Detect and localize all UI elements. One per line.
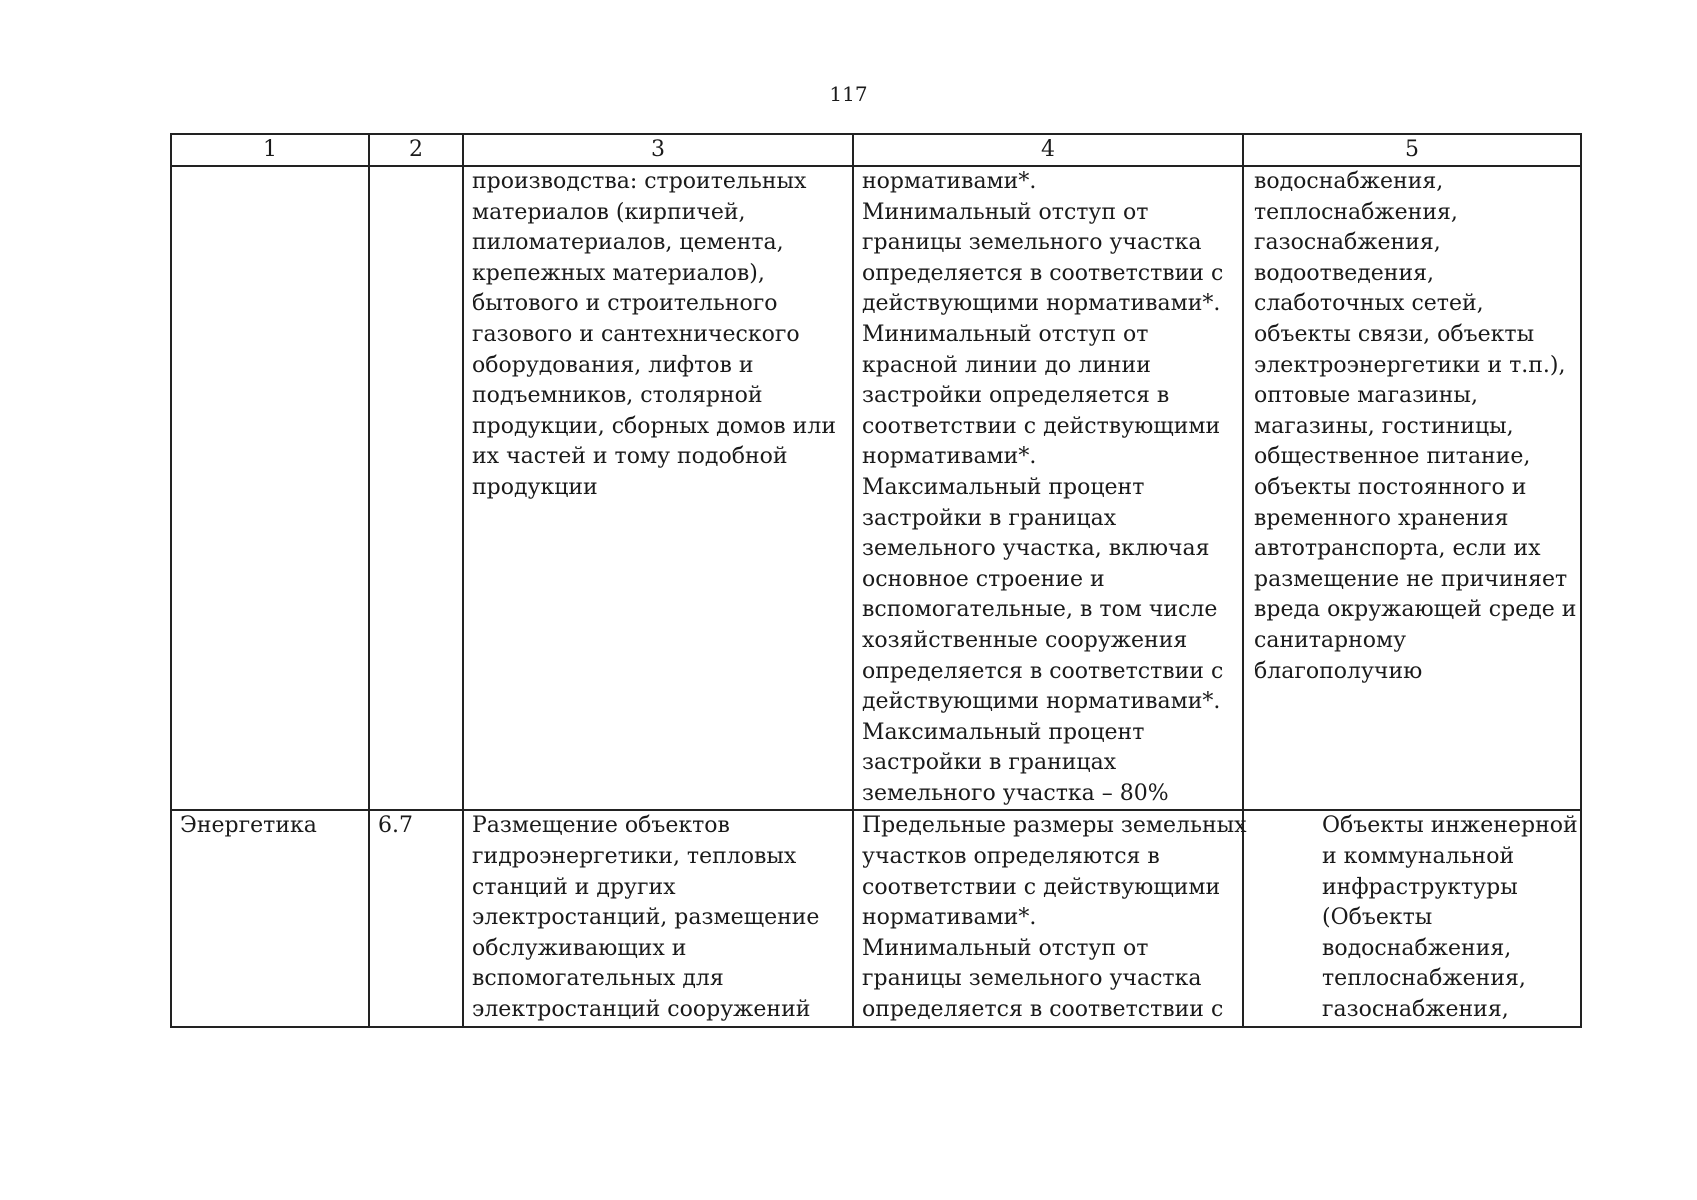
cell-text-line: 6.7	[378, 813, 413, 839]
cell-text-line: границы земельного участка	[862, 230, 1202, 256]
code-cell	[369, 810, 463, 1026]
auxiliary-uses-cell	[1243, 810, 1581, 1026]
cell-text-line: застройки в границах	[862, 505, 1117, 531]
cell-text-line: подъемников, столярной	[472, 383, 763, 409]
cell-text-line: нормативами*.	[862, 905, 1037, 931]
cell-text-line: благополучию	[1254, 658, 1423, 684]
cell-text-line: бытового и строительного	[472, 291, 778, 317]
cell-text-line: Объекты инженерной	[1322, 813, 1578, 839]
cell-text-line: Максимальный процент	[862, 719, 1145, 745]
cell-text-line: магазины, гостиницы,	[1254, 413, 1514, 439]
cell-text-line: хозяйственные сооружения	[862, 627, 1188, 653]
cell-text-line: пиломатериалов, цемента,	[472, 230, 784, 256]
cell-text-line: Максимальный процент	[862, 474, 1145, 500]
regulations-table	[170, 133, 1582, 1028]
cell-text-line: земельного участка, включая	[862, 536, 1210, 562]
cell-text-line: земельного участка – 80%	[862, 780, 1169, 806]
table-row	[171, 166, 1581, 810]
cell-text-line: слаботочных сетей,	[1254, 291, 1484, 317]
cell-text-line: действующими нормативами*.	[862, 291, 1221, 317]
code-cell	[369, 166, 463, 810]
cell-text-line: станций и других	[472, 874, 676, 900]
cell-text-line: инфраструктуры	[1322, 874, 1518, 900]
cell-text-line: общественное питание,	[1254, 444, 1531, 470]
category-cell	[171, 810, 369, 1026]
cell-text-line: электроэнергетики и т.п.),	[1254, 352, 1566, 378]
cell-text-line: и коммунальной	[1322, 844, 1515, 870]
cell-text-line: продукции	[472, 474, 598, 500]
cell-text-line: Минимальный отступ от	[862, 935, 1149, 961]
cell-text-line: определяется в соответствии с	[862, 997, 1224, 1023]
cell-text-line: оптовые магазины,	[1254, 383, 1478, 409]
header-cell-2: 2	[369, 134, 463, 166]
category-cell	[171, 166, 369, 810]
description-cell	[463, 166, 853, 810]
table-row	[171, 810, 1581, 1026]
cell-text-line: теплоснабжения,	[1322, 966, 1526, 992]
cell-text-line: границы земельного участка	[862, 966, 1202, 992]
auxiliary-uses-cell	[1243, 166, 1581, 810]
cell-text-line: определяется в соответствии с	[862, 260, 1224, 286]
cell-text-line: застройки в границах	[862, 750, 1117, 776]
description-cell	[463, 810, 853, 1026]
cell-text-line: соответствии с действующими	[862, 413, 1221, 439]
cell-text-line: (Объекты	[1322, 905, 1433, 931]
cell-text-line: основное строение и	[862, 566, 1105, 592]
cell-text-line: газоснабжения,	[1322, 997, 1509, 1023]
parameters-cell	[853, 810, 1247, 1026]
cell-text-line: электростанций сооружений	[472, 997, 811, 1023]
header-cell-3: 3	[463, 134, 853, 166]
cell-text-line: обслуживающих и	[472, 935, 687, 961]
cell-text-line: вреда окружающей среде и	[1254, 597, 1577, 623]
cell-text-line: нормативами*.	[862, 169, 1037, 194]
page-number: 117	[829, 82, 868, 106]
cell-text-line: автотранспорта, если их	[1254, 536, 1541, 562]
cell-text-line: производства: строительных	[472, 169, 807, 194]
cell-text-line: санитарному	[1254, 627, 1407, 653]
cell-text-line: действующими нормативами*.	[862, 689, 1221, 715]
cell-text-line: газоснабжения,	[1254, 230, 1441, 256]
cell-text-line: Размещение объектов	[472, 813, 730, 839]
cell-text-line: водоснабжения,	[1254, 169, 1444, 194]
cell-text-line: застройки определяется в	[862, 383, 1170, 409]
cell-text-line: продукции, сборных домов или	[472, 413, 836, 439]
cell-text-line: объекты связи, объекты	[1254, 321, 1535, 347]
cell-text-line: оборудования, лифтов и	[472, 352, 754, 378]
header-cell-4: 4	[853, 134, 1243, 166]
cell-text-line: материалов (кирпичей,	[472, 199, 746, 225]
cell-text-line: нормативами*.	[862, 444, 1037, 470]
parameters-cell	[853, 166, 1243, 810]
header-row	[171, 134, 1581, 166]
header-cell-1: 1	[171, 134, 369, 166]
cell-text-line: вспомогательные, в том числе	[862, 597, 1218, 623]
cell-text-line: временного хранения	[1254, 505, 1509, 531]
cell-text-line: красной линии до линии	[862, 352, 1151, 378]
cell-text-line: крепежных материалов),	[472, 260, 765, 286]
cell-text-line: электростанций, размещение	[472, 905, 820, 931]
cell-text-line: соответствии с действующими	[862, 874, 1221, 900]
cell-text-line: газового и сантехнического	[472, 321, 800, 347]
header-cell-5: 5	[1243, 134, 1581, 166]
cell-text-line: участков определяются в	[862, 844, 1160, 870]
cell-text-line: теплоснабжения,	[1254, 199, 1458, 225]
cell-text-line: вспомогательных для	[472, 966, 724, 992]
cell-text-line: водоотведения,	[1254, 260, 1435, 286]
cell-text-line: гидроэнергетики, тепловых	[472, 844, 797, 870]
cell-text-line: определяется в соответствии с	[862, 658, 1224, 684]
cell-text-line: размещение не причиняет	[1254, 566, 1568, 592]
cell-text-line: Энергетика	[180, 813, 317, 839]
table-body	[171, 166, 1581, 1027]
cell-text-line: их частей и тому подобной	[472, 444, 788, 470]
cell-text-line: Минимальный отступ от	[862, 199, 1149, 225]
cell-text-line: Минимальный отступ от	[862, 321, 1149, 347]
cell-text-line: объекты постоянного и	[1254, 474, 1527, 500]
cell-text-line: Предельные размеры земельных	[862, 813, 1247, 839]
cell-text-line: водоснабжения,	[1322, 935, 1512, 961]
